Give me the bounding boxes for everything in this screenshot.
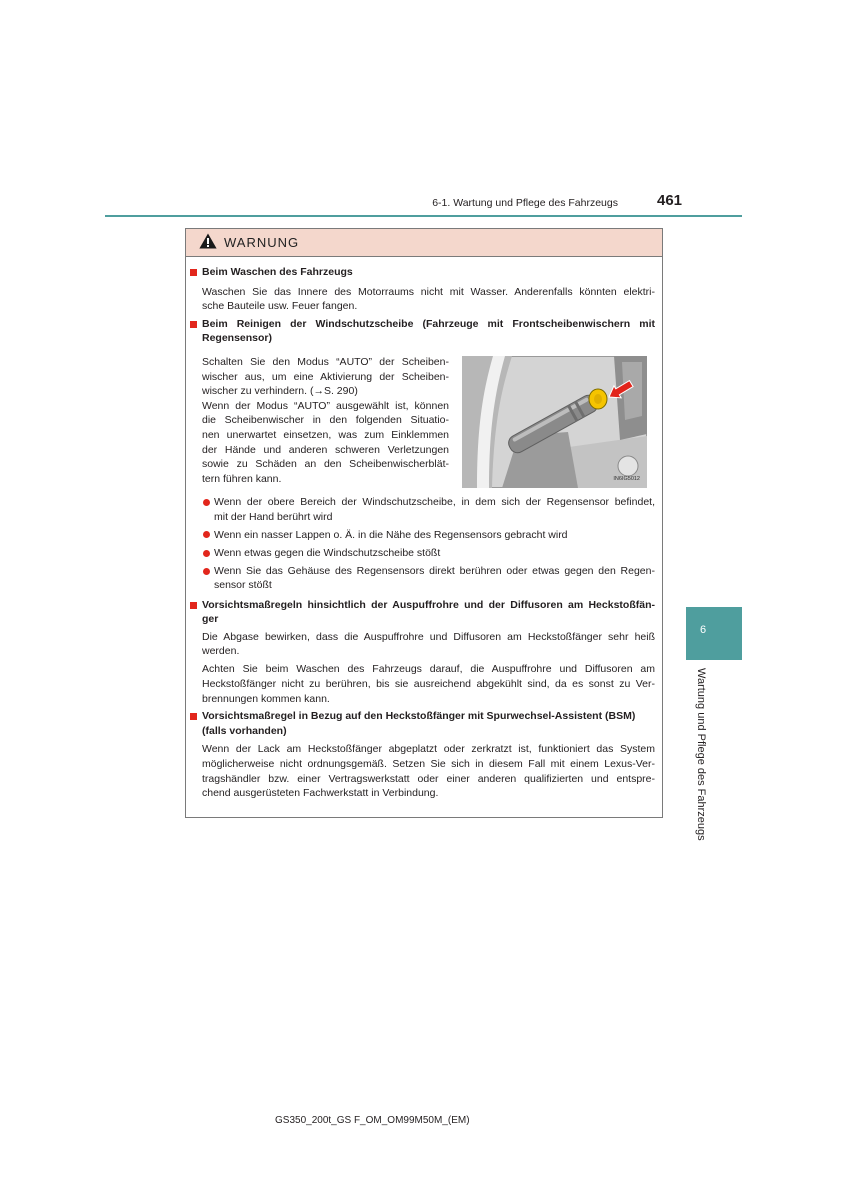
text-line: Waschen Sie das Innere des Motorraums nicht mit Wasser. Anderenfalls könnten elektri-	[202, 285, 655, 298]
red-square-bullet-icon	[190, 269, 197, 276]
text-line: nen unerwartet einsetzen, was zum Einklemmen	[202, 428, 449, 441]
paragraph-washing	[202, 285, 655, 314]
chapter-number: 6	[700, 624, 707, 636]
text-line: Achten Sie beim Waschen des Fahrzeugs darauf, die Auspuffrohre und Diffusoren am	[202, 663, 655, 676]
header-rule	[105, 215, 742, 217]
text-line: der Hände und anderen schweren Verletzungen	[202, 443, 449, 456]
chapter-title: Wartung und Pflege des Fahrzeugs	[695, 668, 707, 841]
text-line: Schalten Sie den Modus “AUTO” der Scheiben-	[202, 355, 449, 368]
text-line: sowie zu Schäden an den Scheibenwischerblät-	[202, 458, 449, 471]
text-line: Wenn ein nasser Lappen o. Ä. in die Nähe des Regensensors gebracht wird	[214, 528, 568, 541]
auto-dial-center	[594, 394, 602, 404]
text-line: brennungen kommen kann.	[202, 692, 330, 705]
red-square-bullet-icon	[190, 321, 197, 328]
list-item	[202, 528, 655, 543]
red-dot-bullet-icon	[203, 531, 210, 538]
heading-exhaust	[202, 598, 655, 627]
section-header: 6-1. Wartung und Pflege des Fahrzeugs	[432, 197, 618, 209]
list-item	[202, 564, 655, 593]
text-line: Wenn der obere Bereich der Windschutzscheibe, in dem sich der Regensensor befindet,	[214, 495, 655, 508]
red-dot-bullet-icon	[203, 550, 210, 557]
list-item	[202, 495, 655, 524]
text-line: sensor stößt	[214, 579, 272, 592]
text-line: sche Bauteile usw. Feuer fangen.	[202, 300, 358, 313]
dashboard-knob	[618, 456, 638, 476]
heading-line: (falls vorhanden)	[202, 724, 287, 737]
text-line: mit der Hand berührt wird	[214, 510, 333, 523]
warning-box	[185, 228, 663, 818]
heading-line: Beim Waschen des Fahrzeugs	[202, 266, 353, 278]
figure-code: IN6IG5012	[613, 475, 640, 482]
text-line: wischer aus, um eine Aktivierung der Scheiben-	[202, 370, 449, 383]
heading-line: Vorsichtsmaßregel in Bezug auf den Heckstoßfänger mit Spurwechsel-Assistent (BSM)	[202, 710, 636, 723]
text-line: die Scheibenwischer in den folgenden Situatio-	[202, 414, 449, 427]
list-item	[202, 546, 655, 561]
heading-line: Regensensor)	[202, 332, 273, 345]
windshield-text-column	[202, 355, 449, 486]
text-line: Wenn der Modus “AUTO” ausgewählt ist, können	[202, 399, 449, 412]
text-line: chend ausgerüsteten Fachwerkstatt in Verbindung.	[202, 787, 439, 800]
wiper-lever-illustration	[462, 356, 647, 488]
text-line: werden.	[202, 645, 240, 658]
heading-windshield	[202, 317, 655, 346]
text-line: Wenn etwas gegen die Windschutzscheibe stößt	[214, 546, 441, 559]
heading-line: Beim Reinigen der Windschutzscheibe (Fahrzeuge mit Frontscheibenwischern mit	[202, 317, 655, 330]
text-line: Die Abgase bewirken, dass die Auspuffrohre und Diffusoren am Heckstoßfänger sehr heiß	[202, 630, 655, 643]
paragraph-exhaust-heat	[202, 630, 655, 659]
chapter-tab	[686, 607, 742, 660]
heading-bsm	[202, 709, 655, 738]
text-line: Wenn der Lack am Heckstoßfänger abgeplatzt oder zerkratzt ist, funktioniert das System	[202, 743, 655, 756]
red-square-bullet-icon	[190, 602, 197, 609]
document-code: GS350_200t_GS F_OM_OM99M50M_(EM)	[275, 1115, 470, 1126]
paragraph-auto-risk	[202, 399, 449, 487]
text-line: möglicherweise nicht ordnungsgemäß. Setzen Sie sich in diesem Fall mit einem Lexus-Ver-	[202, 757, 655, 770]
heading-line: Vorsichtsmaßregeln hinsichtlich der Auspuffrohre und der Diffusoren am Heckstoßfän-	[202, 598, 655, 611]
heading-washing	[202, 265, 655, 280]
warning-header	[186, 229, 662, 257]
page-number: 461	[657, 192, 683, 209]
text-line: Heckstoßfänger nicht zu berühren, bis sie ausreichend abgekühlt sind, da es sonst zu Ver-	[202, 677, 655, 690]
warning-title: WARNUNG	[224, 235, 300, 250]
paragraph-bsm	[202, 742, 655, 800]
text-line: Wenn Sie das Gehäuse des Regensensors direkt berühren oder etwas gegen den Regen-	[214, 564, 655, 577]
paragraph-exhaust-washing	[202, 662, 655, 706]
warning-triangle-icon	[199, 233, 217, 249]
paragraph-auto-mode	[202, 355, 449, 399]
text-line: tragshändler bzw. einer Vertragswerkstatt oder einer anderen qualifizierten und entspre-	[202, 772, 655, 785]
red-square-bullet-icon	[190, 713, 197, 720]
text-line: wischer zu verhindern. (→S. 290)	[202, 385, 358, 398]
red-dot-bullet-icon	[203, 568, 210, 575]
text-line: tern führen kann.	[202, 472, 282, 485]
windshield-text-and-figure	[202, 355, 655, 488]
red-dot-bullet-icon	[203, 499, 210, 506]
warning-body	[186, 257, 662, 801]
heading-line: ger	[202, 613, 219, 626]
